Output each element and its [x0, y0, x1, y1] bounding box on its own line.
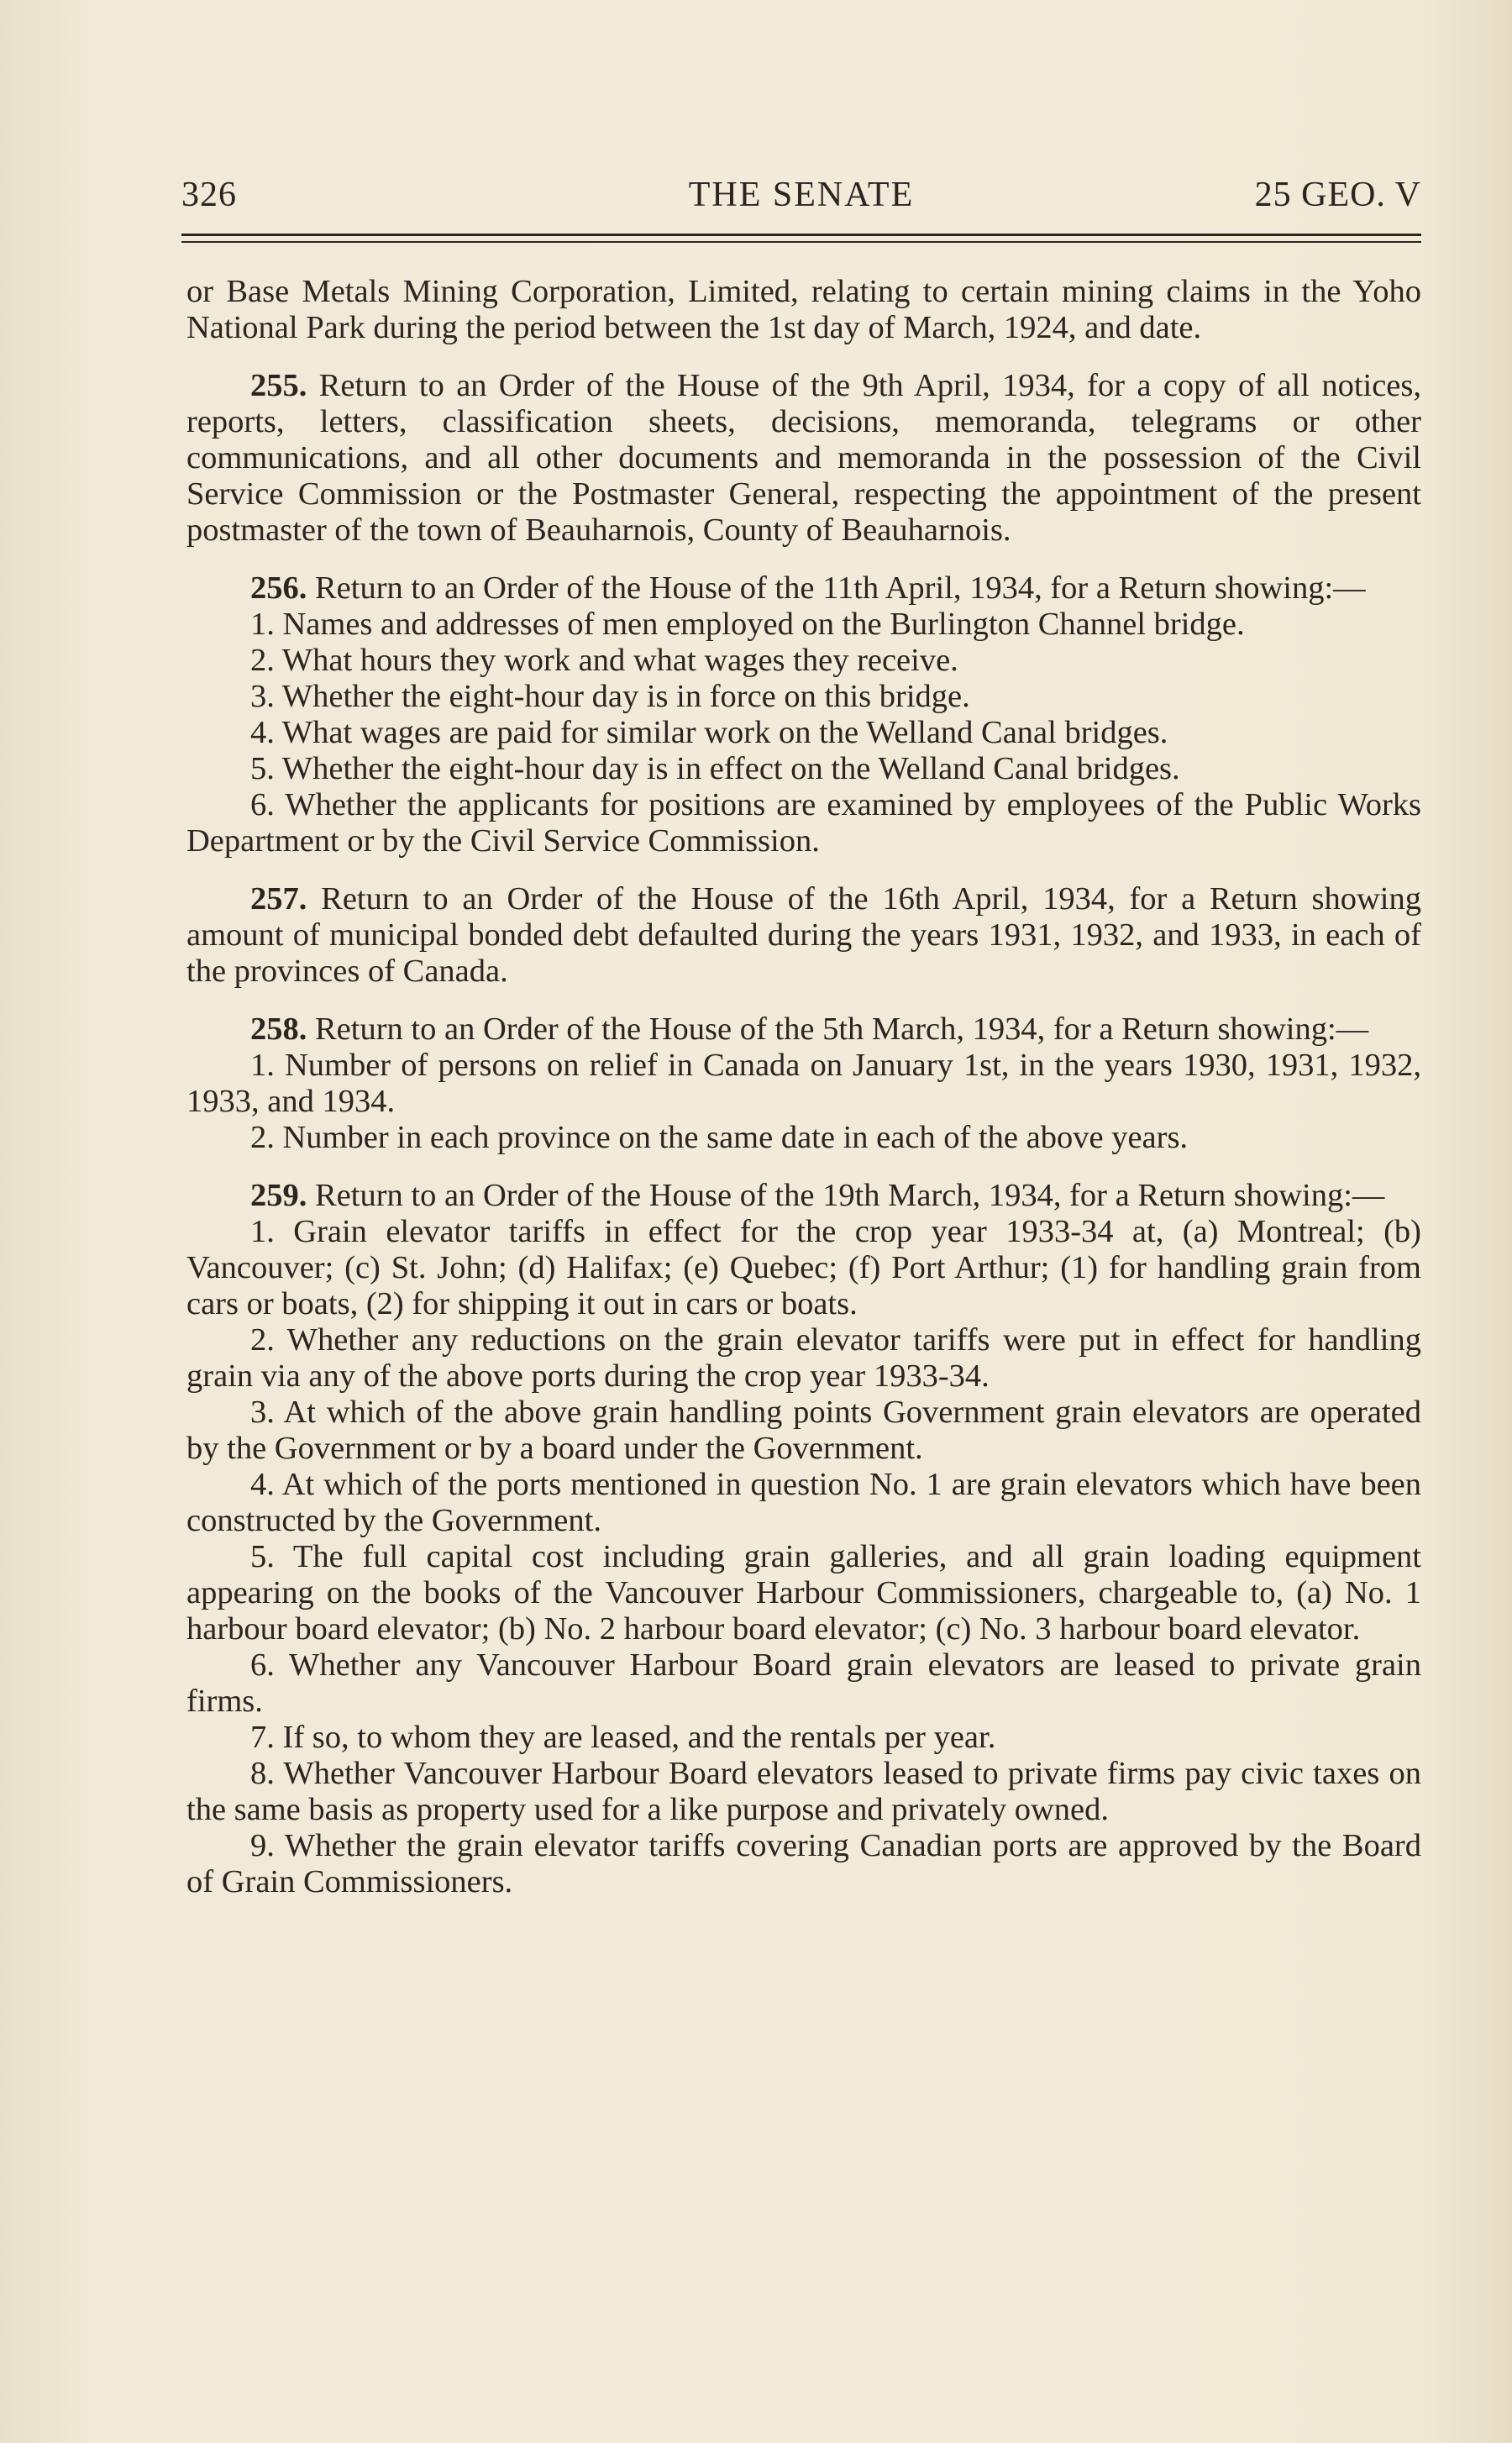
return-text: Return to an Order of the House of the 11th April, 1934, for a Return showing:— — [315, 570, 1366, 606]
question-item: 2. What hours they work and what wages they receive. — [250, 643, 958, 678]
return-text: Return to an Order of the House of the 19th March, 1934, for a Return showing:— — [315, 1178, 1385, 1213]
return-item-255 — [186, 368, 1421, 549]
page-number: 326 — [181, 176, 237, 214]
return-number: 256. — [250, 570, 307, 606]
return-item-259 — [186, 1178, 1421, 1214]
question-item: 1. Number of persons on relief in Canada on January 1st, in the years 1930, 1931, 1932, 1933, and 1934. — [186, 1048, 1421, 1119]
question-item: 1. Grain elevator tariffs in effect for the crop year 1933-34 at, (a) Montreal; (b) Vancouver; (c) St. John; (d) Halifax; (e) Quebec; (f) Port Arthur; (1) for handling grain from cars or boats, (2) for shipping it out in cars or boats. — [186, 1214, 1421, 1321]
return-text: Return to an Order of the House of the 16th April, 1934, for a Return showing amount of municipal bonded debt defaulted during the years 1931, 1932, and 1933, in each of the provinces of Canada. — [186, 881, 1422, 989]
question-item: 5. The full capital cost including grain galleries, and all grain loading equipment appearing on the books of the Vancouver Harbour Commissioners, chargeable to, (a) No. 1 harbour board elevator; (b) No. 2 harbour board elevator; (c) No. 3 harbour board elevator. — [186, 1539, 1421, 1647]
question-item: 5. Whether the eight-hour day is in effect on the Welland Canal bridges. — [250, 751, 1180, 786]
return-text: Return to an Order of the House of the 5th March, 1934, for a Return showing:— — [315, 1011, 1369, 1047]
return-item-257 — [186, 881, 1421, 990]
header-rule-thick — [181, 234, 1421, 236]
return-number: 255. — [250, 368, 307, 403]
regnal-year: 25 GEO. V — [1254, 176, 1421, 214]
document-body — [186, 274, 1421, 1900]
question-item: 6. Whether the applicants for positions are examined by employees of the Public Works Department or by the Civil Service Commission. — [186, 787, 1421, 859]
question-item: 4. At which of the ports mentioned in question No. 1 are grain elevators which have been constructed by the Government. — [186, 1467, 1421, 1538]
return-item-258 — [186, 1011, 1421, 1048]
question-item: 3. At which of the above grain handling points Government grain elevators are operated by the Government or by a board under the Government. — [186, 1395, 1421, 1466]
return-text: Return to an Order of the House of the 9th April, 1934, for a copy of all notices, reports, letters, classification sheets, decisions, memoranda, telegrams or other communications, and all other documents and memoranda in the possession of the Civil Service Commission or the Postmaster General, respecting the appointment of the present postmaster of the town of Beauharnois, County of Beauharnois. — [186, 368, 1422, 548]
question-item: 4. What wages are paid for similar work on the Welland Canal bridges. — [250, 715, 1168, 750]
question-item: 2. Number in each province on the same date in each of the above years. — [250, 1120, 1189, 1155]
question-item: 8. Whether Vancouver Harbour Board elevators leased to private firms pay civic taxes on the same basis as property used for a like purpose and privately owned. — [186, 1756, 1421, 1827]
header-rule-thin — [181, 241, 1421, 243]
return-number: 257. — [250, 881, 307, 917]
continuation-paragraph: or Base Metals Mining Corporation, Limited, relating to certain mining claims in the Yoho National Park during the period between the 1st day of March, 1924, and date. — [186, 274, 1421, 345]
question-item: 9. Whether the grain elevator tariffs covering Canadian ports are approved by the Board of Grain Commissioners. — [186, 1828, 1421, 1899]
page-title: THE SENATE — [688, 176, 915, 214]
return-item-256 — [186, 570, 1421, 607]
running-header — [181, 168, 1421, 218]
return-number: 259. — [250, 1178, 307, 1213]
question-item: 6. Whether any Vancouver Harbour Board grain elevators are leased to private grain firms. — [186, 1647, 1421, 1719]
question-item: 7. If so, to whom they are leased, and the rentals per year. — [250, 1720, 996, 1755]
return-number: 258. — [250, 1011, 307, 1047]
question-item: 2. Whether any reductions on the grain elevator tariffs were put in effect for handling grain via any of the above ports during the crop year 1933-34. — [186, 1322, 1421, 1394]
question-item: 1. Names and addresses of men employed on the Burlington Channel bridge. — [250, 607, 1245, 642]
question-item: 3. Whether the eight-hour day is in force on this bridge. — [250, 679, 970, 714]
